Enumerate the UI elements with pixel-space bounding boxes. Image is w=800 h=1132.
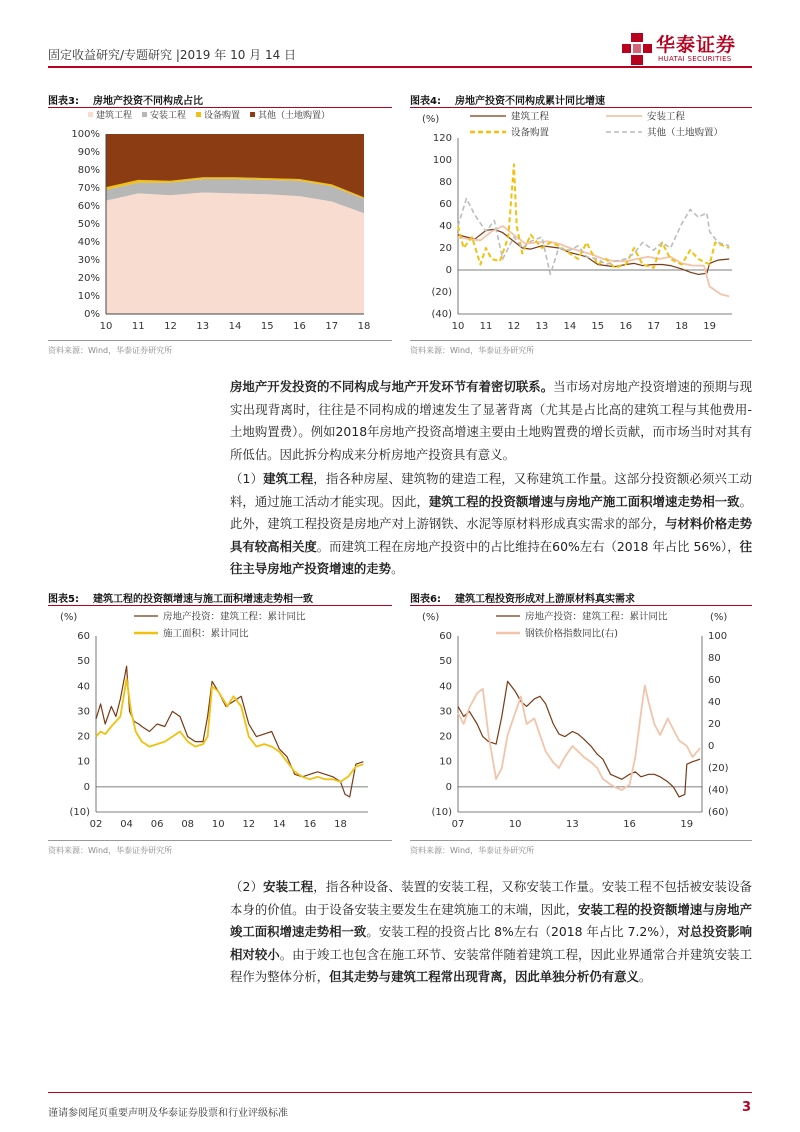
- fig5-x-tick-6: 14: [273, 819, 286, 830]
- fig5-y-tick-6: 50: [77, 656, 90, 668]
- fig3-chart: [48, 108, 392, 336]
- fig6-legend-label-1: 钢铁价格指数同比(右): [525, 628, 618, 640]
- fig4-bottom-rule: [410, 340, 752, 341]
- fig3-x-tick-1: 11: [131, 321, 145, 332]
- fig4-chart: [410, 108, 752, 336]
- fig6-y2-tick-7: 80: [708, 653, 721, 664]
- footer-text: 谨请参阅尾页重要声明及华泰证券股票和行业评级标准: [48, 1108, 288, 1119]
- fig3-x-tick-5: 15: [260, 321, 274, 332]
- fig3-x-tick-4: 14: [228, 321, 242, 332]
- fig4-x-tick-7: 17: [647, 321, 661, 332]
- fig4-y-tick-3: 20: [439, 243, 452, 254]
- fig6-series-1: [458, 686, 700, 791]
- fig4-y-tick-7: 100: [432, 155, 452, 166]
- fig6-unit-left: (%): [422, 612, 440, 623]
- fig3-legend-swatch-1: [142, 112, 147, 117]
- fig3-x-tick-7: 17: [325, 321, 339, 332]
- fig6-y2-tick-1: (40): [708, 785, 729, 796]
- fig4-y-tick-0: (40): [431, 309, 452, 320]
- fig4-y-tick-5: 60: [439, 199, 452, 210]
- fig4-x-tick-0: 10: [451, 321, 465, 332]
- fig5-unit: (%): [60, 612, 78, 623]
- fig6-legend: [496, 611, 668, 640]
- fig4-y-tick-1: (20): [431, 287, 452, 298]
- fig4-series-3: [458, 199, 729, 275]
- fig3-legend-swatch-2: [196, 112, 201, 117]
- fig4-x-tick-5: 15: [591, 321, 605, 332]
- fig6-source: 资料来源：Wind，华泰证券研究所: [410, 846, 535, 855]
- fig5-title: 图表5: 建筑工程的投资额增速与施工面积增速走势相一致: [48, 594, 313, 605]
- fig3-y-tick-1: 10%: [77, 291, 100, 302]
- fig6-x-tick-0: 07: [451, 819, 465, 830]
- fig3-legend-label-3: 其他（土地购置）: [258, 111, 331, 121]
- fig5-x-tick-0: 02: [89, 819, 103, 830]
- fig6-y-tick-7: 60: [439, 631, 452, 642]
- fig5-legend-label-1: 施工面积：累计同比: [163, 628, 249, 640]
- fig5-y-tick-0: (10): [69, 807, 90, 818]
- fig6-y-tick-5: 40: [439, 681, 452, 693]
- fig4-legend-label-0: 建筑工程: [511, 111, 550, 123]
- fig3-legend-swatch-3: [250, 112, 255, 117]
- logo-text-en: HUATAI SECURITIES: [658, 55, 732, 63]
- fig3-legend: [88, 109, 330, 121]
- fig5-x-tick-1: 04: [120, 819, 133, 830]
- fig6-y2-tick-2: (20): [708, 763, 729, 774]
- fig5-bottom-rule: [48, 840, 392, 841]
- fig4-unit: (%): [422, 114, 440, 125]
- fig5-series-1: [96, 679, 363, 782]
- fig6-y-tick-4: 30: [439, 706, 452, 718]
- fig5-y-tick-1: 0: [83, 781, 90, 793]
- fig3-y-tick-7: 70%: [77, 183, 100, 194]
- fig3-legend-swatch-0: [88, 112, 93, 117]
- fig5-y-tick-3: 20: [77, 731, 90, 743]
- fig6-chart: [410, 606, 752, 836]
- footer-rule: [48, 1092, 752, 1093]
- fig3-y-tick-6: 60%: [77, 201, 100, 212]
- fig4-x-tick-2: 12: [507, 321, 521, 332]
- fig5-y-tick-7: 60: [77, 631, 90, 642]
- fig5-y-tick-5: 40: [77, 681, 90, 693]
- fig3-source: 资料来源：Wind，华泰证券研究所: [48, 346, 173, 355]
- fig3-title: 图表3: 房地产投资不同构成占比: [48, 96, 203, 107]
- fig5-x-tick-5: 12: [242, 819, 256, 830]
- fig3-y-tick-2: 20%: [77, 273, 100, 284]
- fig6-y-tick-6: 50: [439, 656, 452, 668]
- fig5-y-tick-2: 10: [77, 756, 90, 768]
- fig6-x-tick-4: 19: [680, 819, 694, 830]
- fig3-legend-label-0: 建筑工程: [96, 111, 133, 121]
- fig6-y-tick-3: 20: [439, 731, 452, 743]
- fig6-y2-tick-0: (60): [708, 807, 729, 818]
- fig4-y-tick-2: 0: [445, 265, 452, 276]
- header-rule: [48, 66, 752, 68]
- fig5-legend: [134, 611, 306, 640]
- paragraph-3: （2）安装工程，指各种设备、装置的安装工程，又称安装工作量。安装工程不包括被安装设备本身的价值。由于设备安装主要发生在建筑施工的末端，因此，安装工程的投资额增速与房地产竣工面积增速走势相一致。安装工程的投资占比 8%左右（2018 年占比 7.2%），对总投资影响相对较小。由于竣工也包含在施工环节、安装常伴随着建筑工程，因此业界通常合并建筑安装工程作为整体分析，但其走势与建筑工程常出现背离，因此单独分析仍有意义。: [230, 879, 753, 984]
- fig3-y-tick-10: 100%: [71, 129, 100, 140]
- fig6-y-tick-2: 10: [439, 756, 452, 768]
- fig5-x-tick-2: 06: [150, 819, 164, 830]
- fig3-y-tick-5: 50%: [77, 219, 100, 230]
- fig6-y2-tick-6: 60: [708, 675, 721, 686]
- fig4-x-tick-8: 18: [675, 321, 689, 332]
- fig3-y-tick-4: 40%: [77, 237, 100, 248]
- fig3-legend-label-2: 设备购置: [204, 111, 241, 121]
- fig6-x-tick-3: 16: [623, 819, 636, 830]
- fig6-y2-tick-5: 40: [708, 697, 721, 708]
- fig4-x-tick-6: 16: [619, 321, 633, 332]
- fig4-y-tick-4: 40: [439, 221, 452, 232]
- fig5-chart: [48, 606, 392, 836]
- fig6-title: 图表6: 建筑工程投资形成对上游原材料真实需求: [410, 594, 635, 605]
- fig3-x-tick-3: 13: [196, 321, 210, 332]
- fig5-x-tick-3: 08: [181, 819, 195, 830]
- fig4-x-tick-3: 13: [535, 321, 549, 332]
- fig5-source: 资料来源：Wind，华泰证券研究所: [48, 846, 173, 855]
- fig6-x-tick-1: 10: [508, 819, 522, 830]
- fig4-y-tick-6: 80: [439, 177, 452, 188]
- logo-text-cn: 华泰证券: [656, 34, 737, 56]
- header-text: 固定收益研究/专题研究 |2019 年 10 月 14 日: [48, 48, 297, 62]
- fig3-bottom-rule: [48, 340, 392, 341]
- fig6-series-0: [458, 681, 700, 797]
- fig6-y2-tick-4: 20: [708, 719, 721, 730]
- fig4-legend-label-2: 设备购置: [511, 127, 550, 139]
- fig5-legend-label-0: 房地产投资：建筑工程：累计同比: [163, 611, 306, 623]
- fig3-x-tick-6: 16: [293, 321, 306, 332]
- fig4-source: 资料来源：Wind，华泰证券研究所: [410, 346, 535, 355]
- fig3-x-tick-2: 12: [164, 321, 177, 332]
- logo: [622, 30, 762, 70]
- fig3-legend-label-1: 安装工程: [150, 111, 187, 121]
- fig4-y-tick-8: 120: [432, 133, 452, 144]
- fig6-x-tick-2: 13: [566, 819, 579, 830]
- fig4-series-2: [458, 164, 729, 267]
- fig6-bottom-rule: [410, 840, 752, 841]
- fig4-x-tick-9: 19: [703, 321, 716, 332]
- fig5-y-tick-4: 30: [77, 706, 90, 718]
- fig3-x-tick-8: 18: [357, 321, 371, 332]
- page-number: 3: [742, 1100, 752, 1115]
- fig4-x-tick-4: 14: [563, 321, 577, 332]
- fig4-legend-label-1: 安装工程: [647, 111, 686, 123]
- fig3-y-tick-8: 80%: [77, 165, 100, 176]
- fig4-x-tick-1: 11: [479, 321, 493, 332]
- fig4-legend: [470, 111, 723, 139]
- fig6-legend-label-0: 房地产投资：建筑工程：累计同比: [525, 611, 668, 623]
- paragraph-1: 房地产开发投资的不同构成与地产开发环节有着密切联系。当市场对房地产投资增速的预期与现实出现背离时，往往是不同构成的增速发生了显著背离（尤其是占比高的建筑工程与其他费用-土地购置费）。例如2018年房地产投资高增速主要由土地购置费的增长贡献，而市场当时对其有所低估。因此拆分构成来分析房地产投资具有意义。: [230, 379, 753, 462]
- fig4-title: 图表4: 房地产投资不同构成累计同比增速: [410, 96, 605, 107]
- fig3-y-tick-0: 0%: [84, 309, 100, 320]
- fig6-y2-tick-3: 0: [708, 741, 715, 752]
- fig3-x-tick-0: 10: [99, 321, 113, 332]
- huatai-logo-icon: [622, 33, 652, 65]
- fig6-y2-tick-8: 100: [708, 631, 728, 642]
- fig3-y-tick-9: 90%: [77, 147, 100, 158]
- fig6-unit-right: (%): [710, 612, 728, 623]
- paragraph-2: （1）建筑工程，指各种房屋、建筑物的建造工程，又称建筑工作量。这部分投资额必须兴工动料，通过施工活动才能实现。因此，建筑工程的投资额增速与房地产施工面积增速走势相一致。此外，建筑工程投资是房地产对上游钢铁、水泥等原材料形成真实需求的部分，与材料价格走势具有较高相关度。而建筑工程在房地产投资中的占比维持在60%左右（2018 年占比 56%），往往主导房地产投资增速的走势。: [230, 471, 753, 576]
- fig3-y-tick-3: 30%: [77, 255, 100, 266]
- fig5-x-tick-7: 16: [303, 819, 317, 830]
- fig5-x-tick-8: 18: [334, 819, 347, 830]
- fig6-y-tick-1: 0: [445, 781, 452, 793]
- fig6-y-tick-0: (10): [431, 807, 452, 818]
- fig4-legend-label-3: 其他（土地购置）: [647, 127, 724, 139]
- fig5-x-tick-4: 10: [211, 819, 225, 830]
- fig3-area-0: [106, 193, 364, 315]
